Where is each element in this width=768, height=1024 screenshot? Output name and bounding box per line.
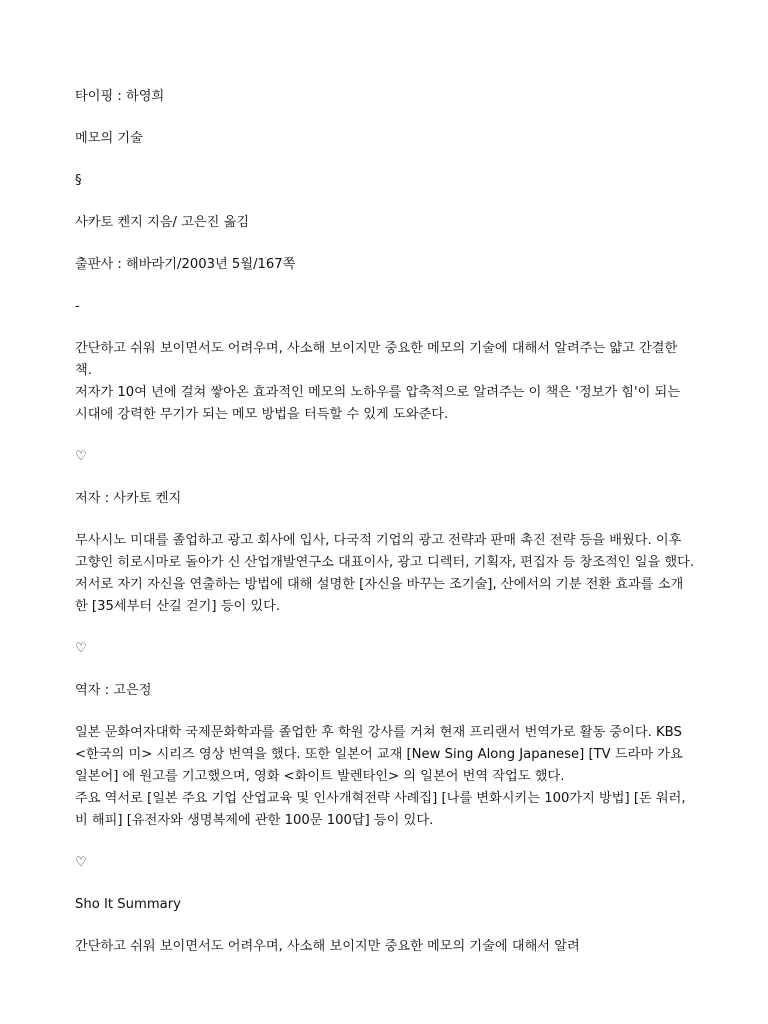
translator-bio-block	[75, 722, 695, 832]
translator-bio-paragraph-2: 주요 역서로 [일본 주요 기업 산업교육 및 인사개혁전략 사례집] [나를 변화시키는 100가지 방법] [돈 워러, 비 해피] [유전자와 생명복제에 관한 100문 100답] 등이 있다.	[75, 791, 686, 828]
dash-separator: -	[75, 299, 80, 314]
publisher-line: 출판사 : 해바라기/2003년 5월/167쪽	[75, 257, 296, 272]
translator-bio-paragraph-1: 일본 문화여자대학 국제문화학과를 졸업한 후 학원 강사를 거쳐 현재 프리랜서 번역가로 활동 중이다. KBS <한국의 미> 시리즈 영상 번역을 했다. 또한 일본어 교재 [New Sing Along Japanese] [TV 드라마 가요 일본어] 에 원고를 기고했으며, 영화 <화이트 발렌타인> 의 일본어 번역 작업도 했다.	[75, 725, 683, 784]
section-mark: §	[75, 173, 82, 188]
heart-symbol: ♡	[75, 855, 87, 870]
typist-line: 타이핑 : 하영희	[75, 89, 165, 104]
author-heading: 저자 : 사카토 켄지	[75, 491, 182, 506]
heart-symbol: ♡	[75, 449, 87, 464]
author-bio: 무사시노 미대를 졸업하고 광고 회사에 입사, 다국적 기업의 광고 전략과 판매 촉진 전략 등을 배웠다. 이후 고향인 히로시마로 돌아가 신 산업개발연구소 대표이사, 광고 디렉터, 기획자, 편집자 등 창조적인 일을 했다. 저서로 자기 자신을 연출하는 방법에 대해 설명한 [자신을 바꾸는 조기술], 산에서의 기분 전환 효과를 소개한 [35세부터 산길 걷기] 등이 있다.	[75, 533, 695, 614]
summary-heading: Sho It Summary	[75, 897, 181, 912]
author-translator-line: 사카토 켄지 지음/ 고은진 옮김	[75, 215, 250, 230]
summary-first-line: 간단하고 쉬워 보이면서도 어려우며, 사소해 보이지만 중요한 메모의 기술에 대해서 알려	[75, 939, 580, 954]
intro-paragraph-2: 저자가 10여 년에 걸쳐 쌓아온 효과적인 메모의 노하우를 압축적으로 알려주는 이 책은 '정보가 힘'이 되는 시대에 강력한 무기가 되는 메모 방법을 터득할 수 있게 도와준다.	[75, 385, 681, 422]
intro-block	[75, 338, 695, 426]
intro-paragraph-1: 간단하고 쉬워 보이면서도 어려우며, 사소해 보이지만 중요한 메모의 기술에 대해서 알려주는 얇고 간결한 책.	[75, 341, 678, 378]
heart-symbol: ♡	[75, 641, 87, 656]
document-page	[75, 86, 695, 958]
translator-heading: 역자 : 고은정	[75, 683, 152, 698]
book-title: 메모의 기술	[75, 131, 143, 146]
